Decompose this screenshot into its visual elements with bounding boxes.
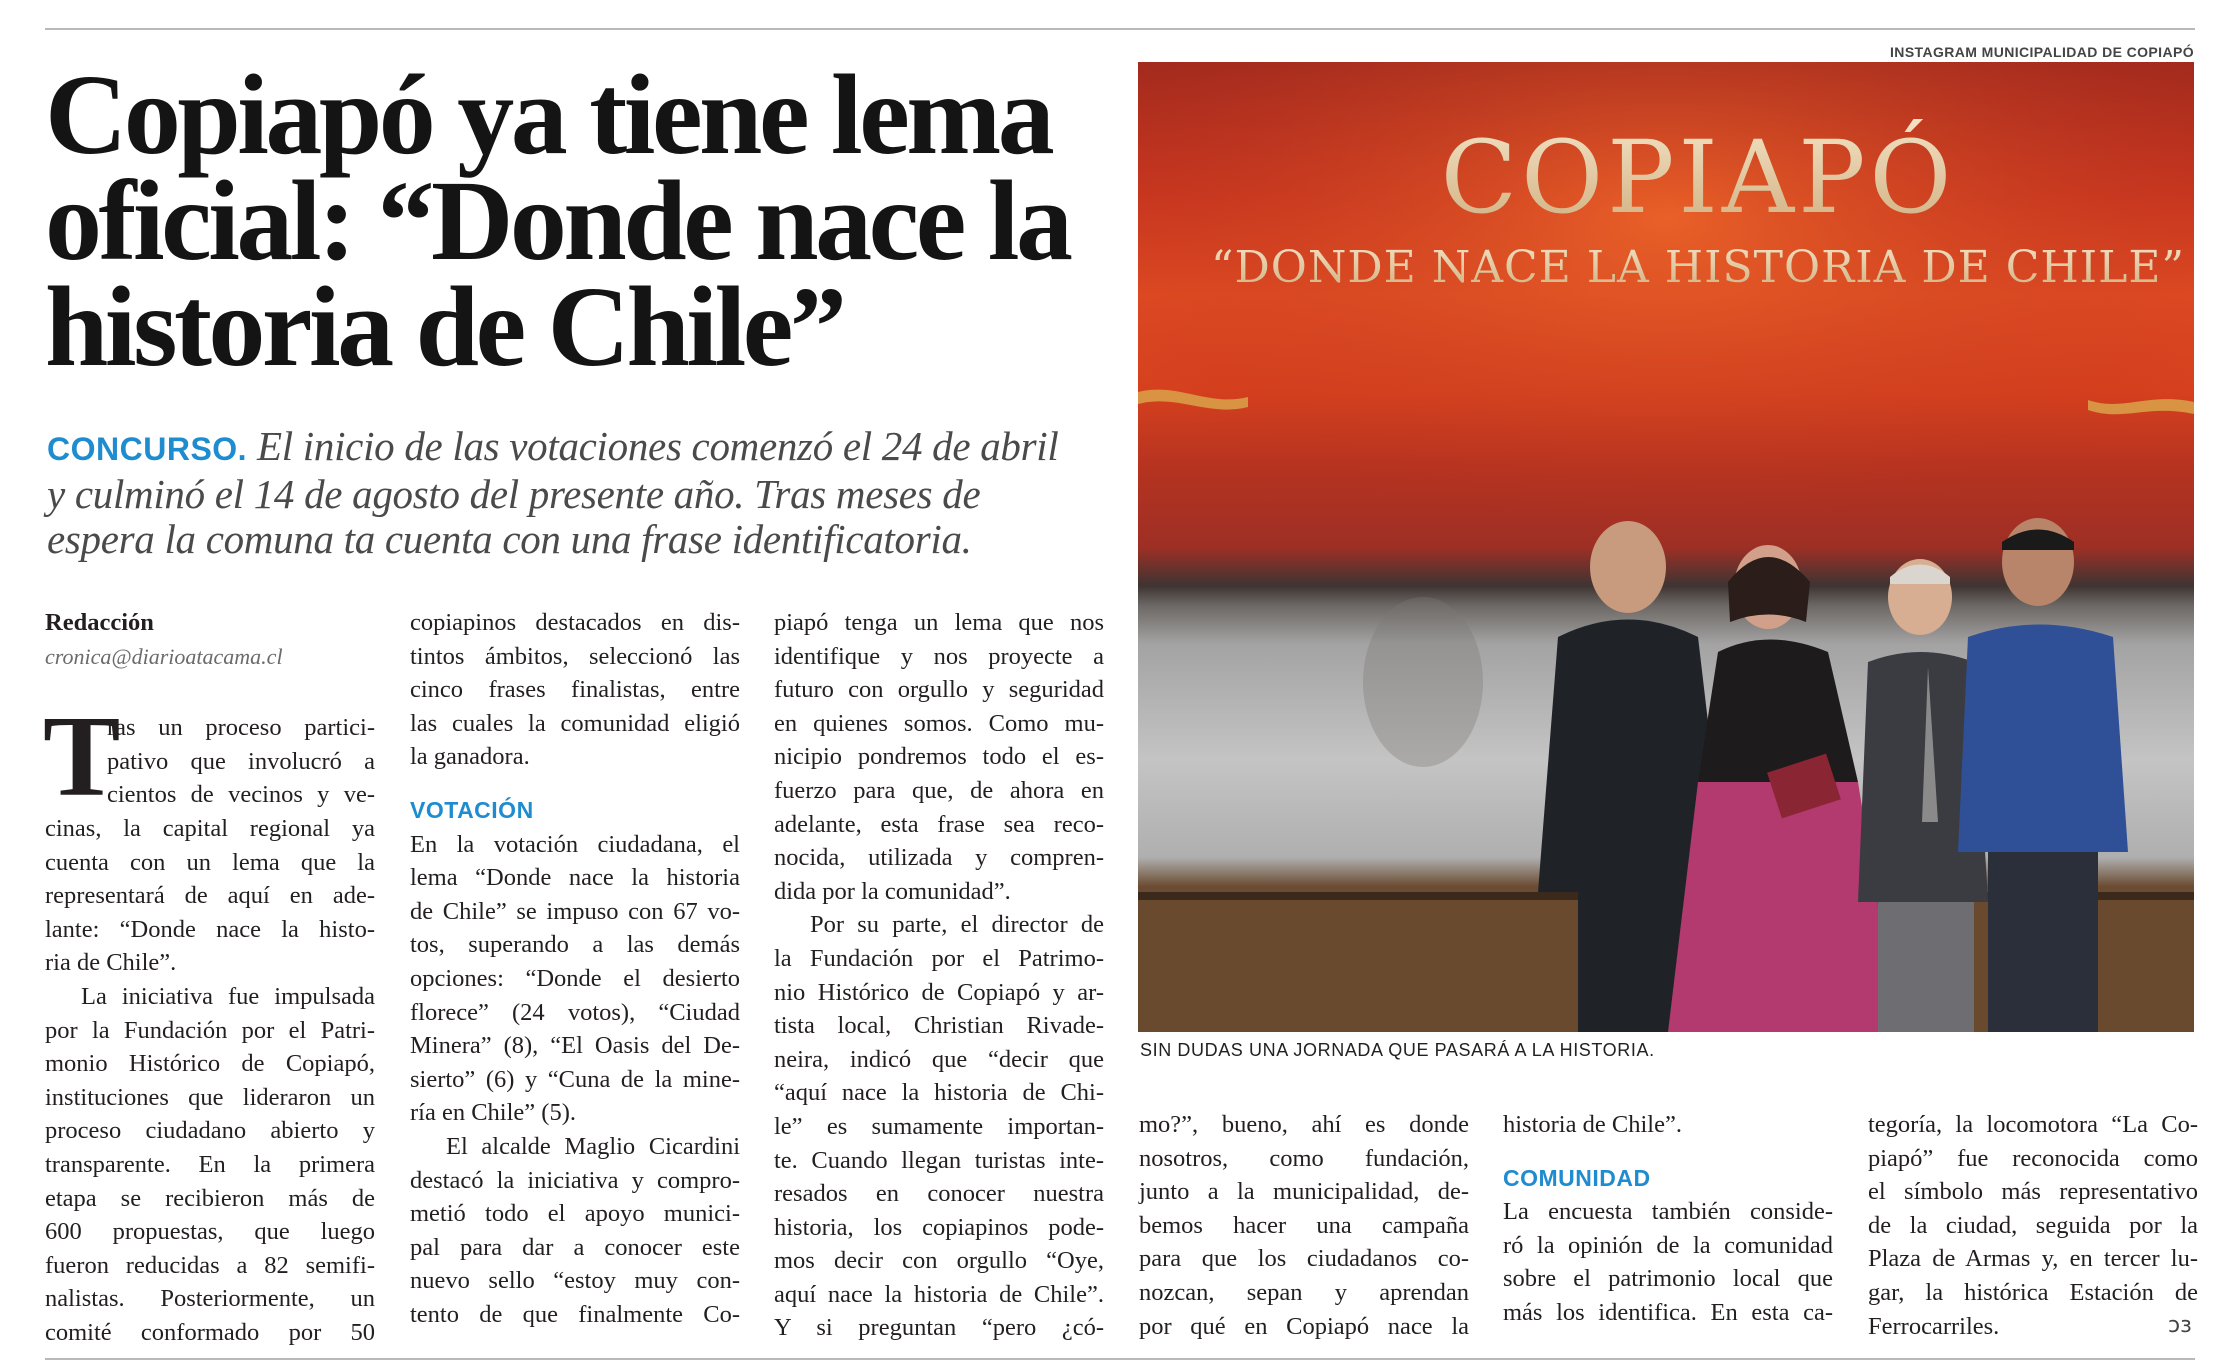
headline-line: oficial: “Donde nace la — [45, 157, 1070, 284]
text-line: nio Histórico de Copiapó y ar- — [774, 978, 1104, 1006]
article-column-4 — [1139, 1108, 1469, 1343]
text-line: historia de Chile”. — [1503, 1111, 1682, 1138]
text-line: monio Histórico de Copiapó, — [45, 1050, 375, 1078]
byline: Redacción — [45, 609, 154, 636]
text-line: etapa se recibieron más de — [45, 1184, 375, 1212]
lede-kicker: CONCURSO. — [47, 431, 248, 467]
text-line: le” es sumamente importan- — [774, 1112, 1104, 1140]
article-column-2 — [410, 606, 740, 1331]
text-line: La encuesta también conside- — [1503, 1198, 1833, 1226]
text-line: nicipio pondremos todo el es- — [774, 743, 1104, 771]
text-line: futuro con orgullo y seguridad — [774, 676, 1104, 704]
lede-text: El inicio de las votaciones comenzó el 24 de abril — [257, 423, 1059, 469]
text-line: tegoría, la locomotora “La Co- — [1868, 1111, 2198, 1138]
text-line: Ferrocarriles. — [1868, 1312, 2000, 1340]
subhead-votacion: VOTACIÓN — [410, 796, 534, 823]
byline-email: cronica@diarioatacama.cl — [45, 643, 283, 669]
article-column-1 — [45, 606, 375, 1349]
text-line: nalistas. Posteriormente, un — [45, 1285, 375, 1313]
text-line: neira, indicó que “decir que — [774, 1045, 1104, 1073]
text-line: En la votación ciudadana, el — [410, 830, 740, 858]
text-line: piapó tenga un lema que nos — [774, 609, 1104, 636]
text-line: lante: “Donde nace la histo- — [45, 915, 375, 943]
text-line: Minera” (8), “El Oasis del De- — [410, 1032, 740, 1060]
text-line: sobre el patrimonio local que — [1503, 1265, 1833, 1293]
text-line: pativo que involucró a — [107, 747, 375, 775]
text-line: nuevo sello “estoy muy con- — [410, 1267, 740, 1295]
sign-title: COPIAPÓ — [1440, 119, 1956, 236]
text-line: tista local, Christian Rivade- — [774, 1012, 1104, 1040]
article-lede — [47, 424, 1122, 562]
article-column-5 — [1503, 1108, 1833, 1330]
text-line: aquí nace la historia de Chile”. — [774, 1280, 1104, 1308]
article-column-6 — [1868, 1108, 2198, 1343]
text-line: el símbolo más representativo — [1868, 1178, 2198, 1206]
text-line: destacó la iniciativa y compro- — [410, 1166, 740, 1194]
text-line: Plaza de Armas y, en tercer lu- — [1868, 1245, 2198, 1273]
text-line: sierto” (6) y “Cuna de la mine- — [410, 1065, 740, 1093]
lede-line: y culminó el 14 de agosto del presente año. Tras meses de — [47, 471, 981, 517]
event-photo — [1138, 62, 2194, 1032]
text-line: piapó” fue reconocida como — [1868, 1144, 2198, 1172]
text-line: nosotros, como fundación, — [1139, 1144, 1469, 1172]
text-line: por qué en Copiapó nace la — [1139, 1312, 1469, 1340]
text-line: fueron reducidas a 82 semifi- — [45, 1251, 375, 1279]
text-line: tintos ámbitos, seleccionó las — [410, 642, 740, 670]
text-line: 600 propuestas, que luego — [45, 1218, 375, 1246]
text-line: gar, la histórica Estación de — [1868, 1278, 2198, 1306]
text-line: pal para dar a conocer este — [410, 1233, 740, 1261]
text-line: “aquí nace la historia de Chi- — [774, 1079, 1104, 1107]
sign-subtitle: “DONDE NACE LA HISTORIA DE CHILE” — [1211, 242, 2185, 293]
text-line: ras un proceso partici- — [107, 714, 375, 742]
lede-line: espera la comuna ta cuenta con una frase identificatoria. — [47, 516, 972, 562]
text-line: las cuales la comunidad eligió — [410, 709, 740, 737]
article-column-3 — [774, 606, 1104, 1345]
text-line: cinas, la capital regional ya — [45, 814, 375, 842]
text-line: transparente. En la primera — [45, 1150, 375, 1178]
text-line: identifique y nos proyecte a — [774, 642, 1104, 670]
text-line: tos, superando a las demás — [410, 931, 740, 959]
drop-paragraph — [43, 693, 375, 822]
text-line: instituciones que lideraron un — [45, 1083, 375, 1111]
text-line: mo?”, bueno, ahí es donde — [1139, 1111, 1469, 1138]
article-headline — [45, 51, 1120, 390]
text-line: El alcalde Maglio Cicardini — [446, 1132, 740, 1160]
photo-scene — [1138, 62, 2194, 1032]
text-line: fuerzo para que, de ahora en — [774, 776, 1104, 804]
text-line: proceso ciudadano abierto y — [45, 1117, 375, 1145]
text-line: adelante, esta frase sea reco- — [774, 810, 1104, 838]
photo-credit: INSTAGRAM MUNICIPALIDAD DE COPIAPÓ — [1890, 44, 2194, 60]
text-line: ría en Chile” (5). — [410, 1099, 576, 1127]
text-line: nocida, utilizada y compren- — [774, 844, 1104, 872]
text-line: por la Fundación por el Patri- — [45, 1016, 375, 1044]
text-line: florece” (24 votos), “Ciudad — [410, 998, 740, 1026]
text-line: en quienes somos. Como mu- — [774, 709, 1104, 737]
text-line: la Fundación por el Patrimo- — [774, 944, 1104, 972]
text-line: lema “Donde nace la historia — [410, 864, 740, 892]
text-line: Por su parte, el director de — [810, 911, 1104, 939]
text-line: de Chile” se impuso con 67 vo- — [410, 897, 740, 925]
text-line: junto a la municipalidad, de- — [1139, 1178, 1469, 1206]
text-line: cinco frases finalistas, entre — [410, 676, 740, 704]
text-line: cuenta con un lema que la — [45, 848, 375, 876]
text-line: representará de aquí en ade- — [45, 882, 375, 910]
lede-line — [47, 424, 1122, 472]
headline-line: historia de Chile” — [45, 263, 844, 390]
top-rule — [45, 28, 2195, 30]
text-line: metió todo el apoyo munici- — [410, 1200, 740, 1228]
text-line: te. Cuando llegan turistas inte- — [774, 1146, 1104, 1174]
text-line: La iniciativa fue impulsada — [81, 982, 375, 1010]
text-line: resados en conocer nuestra — [774, 1180, 1104, 1208]
bottom-rule — [45, 1358, 2195, 1360]
photo-caption: SIN DUDAS UNA JORNADA QUE PASARÁ A LA HISTORIA. — [1140, 1040, 1655, 1060]
text-line: dida por la comunidad”. — [774, 877, 1011, 905]
text-line: ria de Chile”. — [45, 949, 177, 977]
text-line: tento de que finalmente Co- — [410, 1300, 740, 1328]
subhead-comunidad: COMUNIDAD — [1503, 1164, 1651, 1191]
drop-cap: T — [43, 693, 121, 822]
text-line: bemos hacer una campaña — [1139, 1211, 1469, 1239]
text-line: Y si preguntan “pero ¿có- — [774, 1314, 1104, 1342]
text-line: más los identifica. En esta ca- — [1503, 1298, 1833, 1326]
text-line: cientos de vecinos y ve- — [107, 781, 375, 809]
text-line: comité conformado por 50 — [45, 1318, 375, 1346]
text-line: para que los ciudadanos co- — [1139, 1245, 1469, 1273]
text-line: copiapinos destacados en dis- — [410, 609, 740, 636]
end-mark-icon: ↄɜ — [2168, 1313, 2192, 1338]
text-line: opciones: “Donde el desierto — [410, 964, 740, 992]
text-line: mos decir con orgullo “Oye, — [774, 1247, 1104, 1275]
text-line: nozcan, sepan y aprendan — [1139, 1278, 1469, 1306]
text-line: la ganadora. — [410, 743, 530, 771]
text-line: historia, los copiapinos pode- — [774, 1213, 1104, 1241]
headline-line: Copiapó ya tiene lema — [45, 51, 1052, 178]
text-line: ró la opinión de la comunidad — [1503, 1231, 1833, 1259]
text-line: de la ciudad, seguida por la — [1868, 1211, 2198, 1239]
